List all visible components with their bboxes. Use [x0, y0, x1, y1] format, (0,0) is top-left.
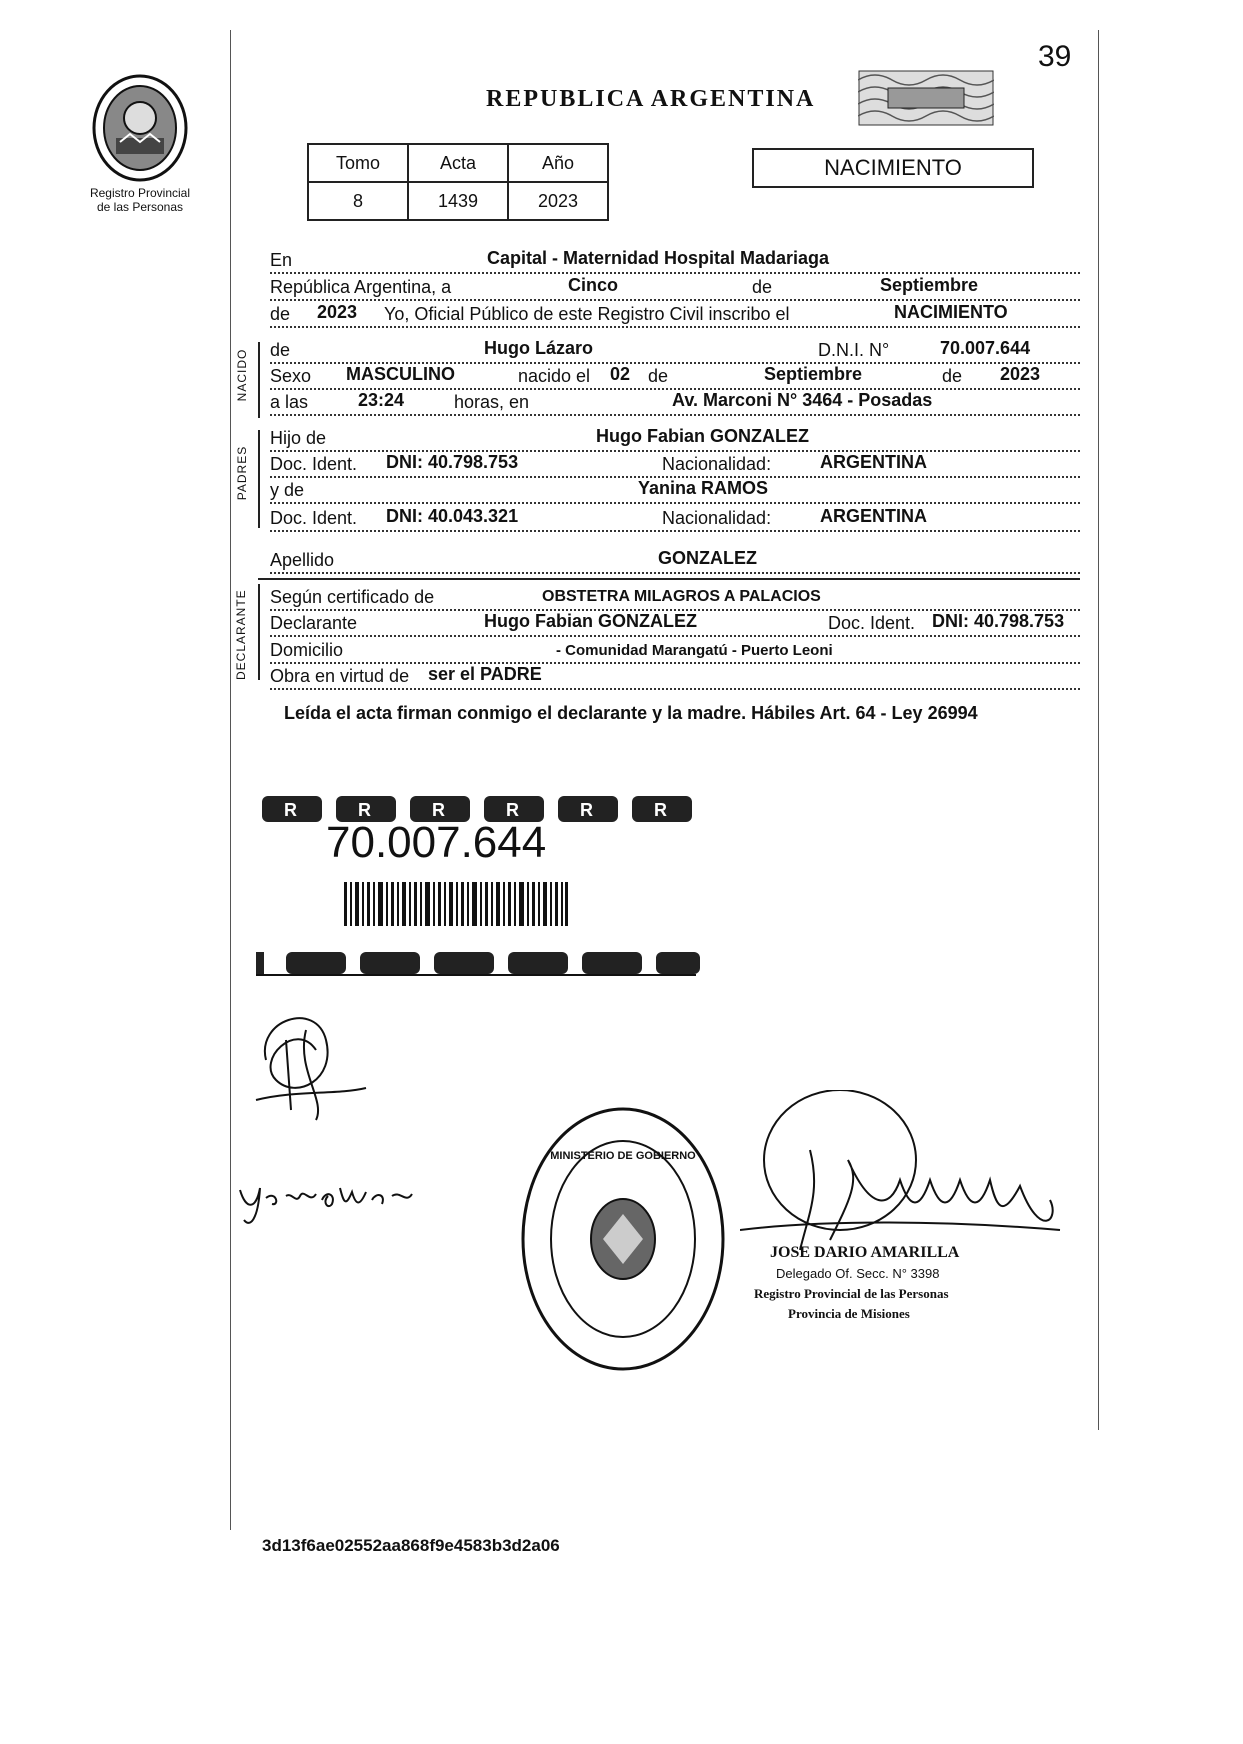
- nacionalidad2-label: Nacionalidad:: [662, 508, 772, 528]
- security-hologram: [858, 70, 994, 126]
- certificado-value: OBSTETRA MILAGROS A PALACIOS: [542, 588, 821, 605]
- doc-ident3-label: Doc. Ident.: [828, 613, 916, 633]
- barcode: [344, 882, 568, 926]
- province-logo: [90, 72, 190, 184]
- svg-text:R: R: [506, 800, 519, 820]
- republica-label: República Argentina, a: [270, 277, 452, 297]
- nac-de2-label: de: [942, 366, 963, 386]
- acta-value: 1439: [408, 182, 508, 220]
- apellido-divider: [258, 578, 1080, 580]
- domicilio-label: Domicilio: [270, 640, 344, 660]
- row-nombre: [270, 340, 1080, 364]
- section-label-declarante: DECLARANTE: [234, 589, 248, 680]
- tomo-header: Tomo: [308, 144, 408, 182]
- document-hash: 3d13f6ae02552aa868f9e4583b3d2a06: [262, 1536, 560, 1555]
- svg-text:R: R: [358, 800, 371, 820]
- security-pattern-bottom: [256, 946, 706, 976]
- row-padre-doc: [270, 454, 1080, 478]
- hijo-de-label: Hijo de: [270, 428, 327, 448]
- acta-header: Acta: [408, 144, 508, 182]
- official-registry: Registro Provincial de las Personas: [754, 1286, 949, 1301]
- official-position: Delegado Of. Secc. N° 3398: [776, 1266, 940, 1281]
- closing-text: Leída el acta firman conmigo el declarante y la madre. Hábiles Art. 64 - Ley 26994: [284, 703, 978, 723]
- anio-value: 2023: [508, 182, 608, 220]
- oficial-text: Yo, Oficial Público de este Registro Civil inscribo el: [384, 304, 790, 324]
- row-padre: [270, 428, 1080, 452]
- barcode-number: 70.007.644: [326, 818, 547, 867]
- apellido-value: GONZALEZ: [658, 548, 757, 568]
- horas-en-label: horas, en: [454, 392, 530, 412]
- doc-ident-label: Doc. Ident.: [270, 454, 358, 474]
- domicilio-value: - Comunidad Marangatú - Puerto Leoni: [556, 642, 833, 659]
- sexo-label: Sexo: [270, 366, 312, 386]
- padre-value: Hugo Fabian GONZALEZ: [596, 426, 809, 446]
- nacido-bracket: [258, 342, 260, 418]
- row-sexo: [270, 366, 1080, 390]
- seal-inner-text: MINISTERIO DE GOBIERNO: [550, 1150, 696, 1162]
- row-declarante: [270, 613, 1080, 637]
- declarante-value: Hugo Fabian GONZALEZ: [484, 611, 697, 631]
- right-margin-line: [1098, 30, 1099, 1430]
- y-de-label: y de: [270, 480, 305, 500]
- page-number: 39: [1038, 40, 1072, 73]
- padre-nac-value: ARGENTINA: [820, 452, 927, 472]
- padre-doc-value: DNI: 40.798.753: [386, 452, 519, 472]
- nac-dia-value: 02: [610, 364, 631, 384]
- declarante-label: Declarante: [270, 613, 358, 633]
- row-anio: [270, 304, 1080, 328]
- en-label: En: [270, 250, 293, 270]
- nac-mes-value: Septiembre: [764, 364, 863, 384]
- obra-value: ser el PADRE: [428, 664, 542, 684]
- official-province: Provincia de Misiones: [788, 1306, 910, 1321]
- logo-caption-2: de las Personas: [96, 200, 184, 214]
- certificado-label: Según certificado de: [270, 587, 435, 607]
- svg-text:R: R: [654, 800, 667, 820]
- lugar-value: Av. Marconi N° 3464 - Posadas: [672, 390, 933, 410]
- mes-value: Septiembre: [880, 275, 979, 295]
- row-en: [270, 250, 1080, 274]
- en-value: Capital - Maternidad Hospital Madariaga: [487, 248, 830, 268]
- svg-text:R: R: [284, 800, 297, 820]
- svg-text:R: R: [580, 800, 593, 820]
- hora-value: 23:24: [358, 390, 405, 410]
- a-las-label: a las: [270, 392, 309, 412]
- anio-header: Año: [508, 144, 608, 182]
- dia-value: Cinco: [568, 275, 619, 295]
- row-apellido: [270, 550, 1080, 574]
- sexo-value: MASCULINO: [346, 364, 455, 384]
- act-type: NACIMIENTO: [824, 155, 962, 180]
- logo-caption-1: Registro Provincial: [89, 186, 191, 200]
- tipo-value: NACIMIENTO: [894, 302, 1008, 322]
- left-margin-line: [230, 30, 231, 1530]
- obra-label: Obra en virtud de: [270, 666, 410, 686]
- apellido-label: Apellido: [270, 550, 335, 570]
- madre-doc-value: DNI: 40.043.321: [386, 506, 519, 526]
- row-madre-doc: [270, 508, 1080, 532]
- tomo-value: 8: [308, 182, 408, 220]
- section-label-padres: PADRES: [235, 445, 249, 501]
- official-signature: [740, 1090, 1070, 1270]
- declarant-signature: [236, 1000, 386, 1130]
- nombre-value: Hugo Lázaro: [484, 338, 594, 358]
- de2-label: de: [270, 304, 291, 324]
- doc-ident2-label: Doc. Ident.: [270, 508, 358, 528]
- dni-value: 70.007.644: [940, 338, 1031, 358]
- madre-nac-value: ARGENTINA: [820, 506, 927, 526]
- de-label: de: [752, 277, 773, 297]
- anio-value-field: 2023: [317, 302, 358, 322]
- nac-de-label: de: [648, 366, 669, 386]
- nacido-el-label: nacido el: [518, 366, 591, 386]
- de3-label: de: [270, 340, 291, 360]
- declarante-bracket: [258, 584, 260, 680]
- tomo-acta-anio-table: [307, 143, 609, 221]
- row-obra: [270, 666, 1080, 690]
- nac-anio-value: 2023: [1000, 364, 1041, 384]
- dni-label: D.N.I. N°: [818, 340, 890, 360]
- document-title: REPUBLICA ARGENTINA: [486, 86, 816, 112]
- mother-signature: [236, 1170, 416, 1230]
- row-hora: [270, 392, 1080, 416]
- row-madre: [270, 480, 1080, 504]
- act-type-box: [752, 148, 1034, 188]
- svg-text:R: R: [432, 800, 445, 820]
- row-certificado: [270, 587, 1080, 611]
- madre-value: Yanina RAMOS: [638, 478, 769, 498]
- official-name: JOSE DARIO AMARILLA: [770, 1244, 960, 1261]
- row-fecha: [270, 277, 1080, 301]
- section-label-nacido: NACIDO: [235, 348, 249, 402]
- padres-bracket: [258, 430, 260, 528]
- row-domicilio: [270, 640, 1080, 664]
- nacionalidad-label: Nacionalidad:: [662, 454, 772, 474]
- declarante-doc-value: DNI: 40.798.753: [932, 611, 1065, 631]
